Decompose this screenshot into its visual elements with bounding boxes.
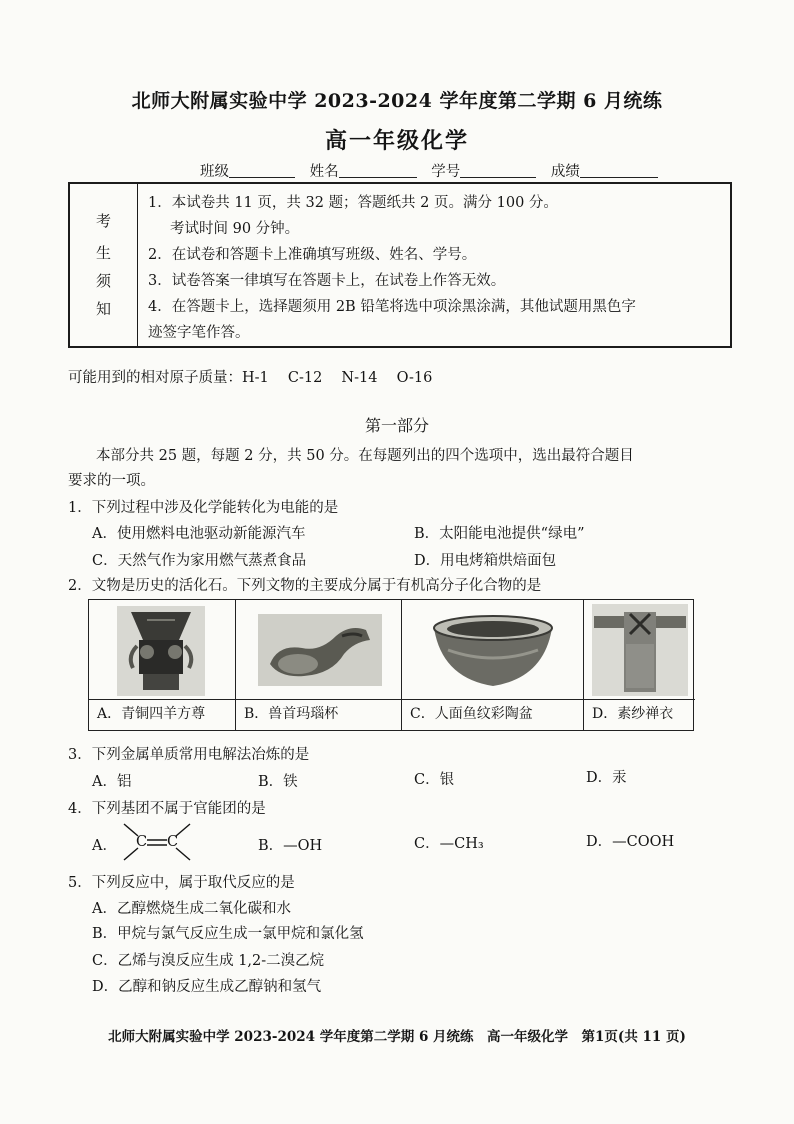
page-footer: 北师大附属实验中学 2023-2024 学年度第二学期 6 月统练 高一年级化学 第1页(共 11 页) xyxy=(108,1029,686,1045)
artifact-caption: B．兽首玛瑙杯 xyxy=(236,699,401,730)
q4-option-a[interactable] xyxy=(92,834,117,855)
q1-option-c[interactable]: C．天然气作为家用燃气蒸煮食品 xyxy=(92,553,307,569)
q4-option-c[interactable]: C．—CH₃ xyxy=(414,836,484,852)
class-label: 班级 xyxy=(200,164,229,180)
class-blank[interactable] xyxy=(229,163,295,178)
student-info-line xyxy=(200,160,658,181)
q3-option-d[interactable]: D．汞 xyxy=(586,770,627,786)
q5-option-a[interactable]: A．乙醇燃烧生成二氧化碳和水 xyxy=(92,901,291,917)
notice-side-label: 考 生 须 知 xyxy=(70,184,138,346)
exam-notice-box xyxy=(68,182,732,348)
notice-item: 4．在答题卡上，选择题须用 2B 铅笔将选中项涂黑涂满，其他试题用黑色字 xyxy=(148,299,636,315)
q1-option-d[interactable]: D．用电烤箱烘焙面包 xyxy=(414,553,557,569)
q1-option-b[interactable]: B．太阳能电池提供“绿电” xyxy=(414,526,585,542)
section-intro-cont: 要求的一项。 xyxy=(68,473,155,489)
artifact-caption: D．素纱禅衣 xyxy=(584,699,695,730)
q3-option-b[interactable]: B．铁 xyxy=(258,774,298,790)
q5-option-c[interactable]: C．乙烯与溴反应生成 1,2-二溴乙烷 xyxy=(92,953,325,969)
q3-option-a[interactable]: A．铝 xyxy=(92,774,132,790)
q4-option-d[interactable]: D．—COOH xyxy=(586,834,675,850)
notice-items xyxy=(148,190,722,346)
q1-option-a[interactable]: A．使用燃料电池驱动新能源汽车 xyxy=(92,526,306,542)
artifact-cell-d[interactable] xyxy=(584,600,695,730)
name-label: 姓名 xyxy=(309,164,339,180)
artifact-caption: A．青铜四羊方尊 xyxy=(89,699,235,730)
carbon-atom-right: C xyxy=(167,834,179,850)
student-id-blank[interactable] xyxy=(460,163,536,178)
question-4-stem: 4．下列基团不属于官能团的是 xyxy=(68,801,266,817)
notice-item: 2．在试卷和答题卡上准确填写班级、姓名、学号。 xyxy=(148,247,477,263)
q3-option-c[interactable]: C．银 xyxy=(414,772,455,788)
question-2-stem: 2．文物是历史的活化石。下列文物的主要成分属于有机高分子化合物的是 xyxy=(68,578,542,594)
question-5-stem: 5．下列反应中，属于取代反应的是 xyxy=(68,875,295,891)
subject-title: 高一年级化学 xyxy=(324,128,469,154)
agate-cup-image xyxy=(258,614,382,686)
section-title: 第一部分 xyxy=(364,416,429,435)
artifact-cell-a[interactable] xyxy=(89,600,236,730)
artifact-cell-c[interactable] xyxy=(402,600,584,730)
artifact-cell-b[interactable] xyxy=(236,600,402,730)
artifact-table xyxy=(88,599,694,731)
carbon-atom-left: C xyxy=(136,834,148,850)
q4-option-a-label: A． xyxy=(92,838,117,854)
name-blank[interactable] xyxy=(339,163,417,178)
notice-item: 1．本试卷共 11 页，共 32 题；答题纸共 2 页。满分 100 分。 xyxy=(148,195,558,211)
q5-option-d[interactable]: D．乙醇和钠反应生成乙醇钠和氢气 xyxy=(92,979,322,995)
plain-gauze-gown-image xyxy=(592,604,688,696)
page-title: 北师大附属实验中学 2023-2024 学年度第二学期 6 月统练 xyxy=(131,90,663,112)
painted-pottery-basin-image xyxy=(428,610,558,690)
section-intro: 本部分共 25 题，每题 2 分，共 50 分。在每题列出的四个选项中，选出最符合题目 xyxy=(96,448,634,464)
question-1-stem: 1．下列过程中涉及化学能转化为电能的是 xyxy=(68,500,339,516)
bronze-zun-image xyxy=(117,606,205,696)
score-label: 成绩 xyxy=(550,164,580,180)
artifact-caption: C．人面鱼纹彩陶盆 xyxy=(402,699,583,730)
score-blank[interactable] xyxy=(580,163,658,178)
notice-item: 3．试卷答案一律填写在答题卡上，在试卷上作答无效。 xyxy=(148,273,506,289)
notice-item: 迹签字笔作答。 xyxy=(148,325,250,341)
atomic-mass-line: 可能用到的相对原子质量：H-1 C-12 N-14 O-16 xyxy=(68,370,433,386)
q5-option-b[interactable]: B．甲烷与氯气反应生成一氯甲烷和氯化氢 xyxy=(92,926,364,942)
question-3-stem: 3．下列金属单质常用电解法冶炼的是 xyxy=(68,747,310,763)
alkene-double-bond-structure xyxy=(120,818,194,866)
student-id-label: 学号 xyxy=(431,164,461,180)
q4-option-b[interactable]: B．—OH xyxy=(258,838,323,854)
carbon-double-bond-icon xyxy=(120,818,194,866)
notice-item: 考试时间 90 分钟。 xyxy=(170,221,300,237)
